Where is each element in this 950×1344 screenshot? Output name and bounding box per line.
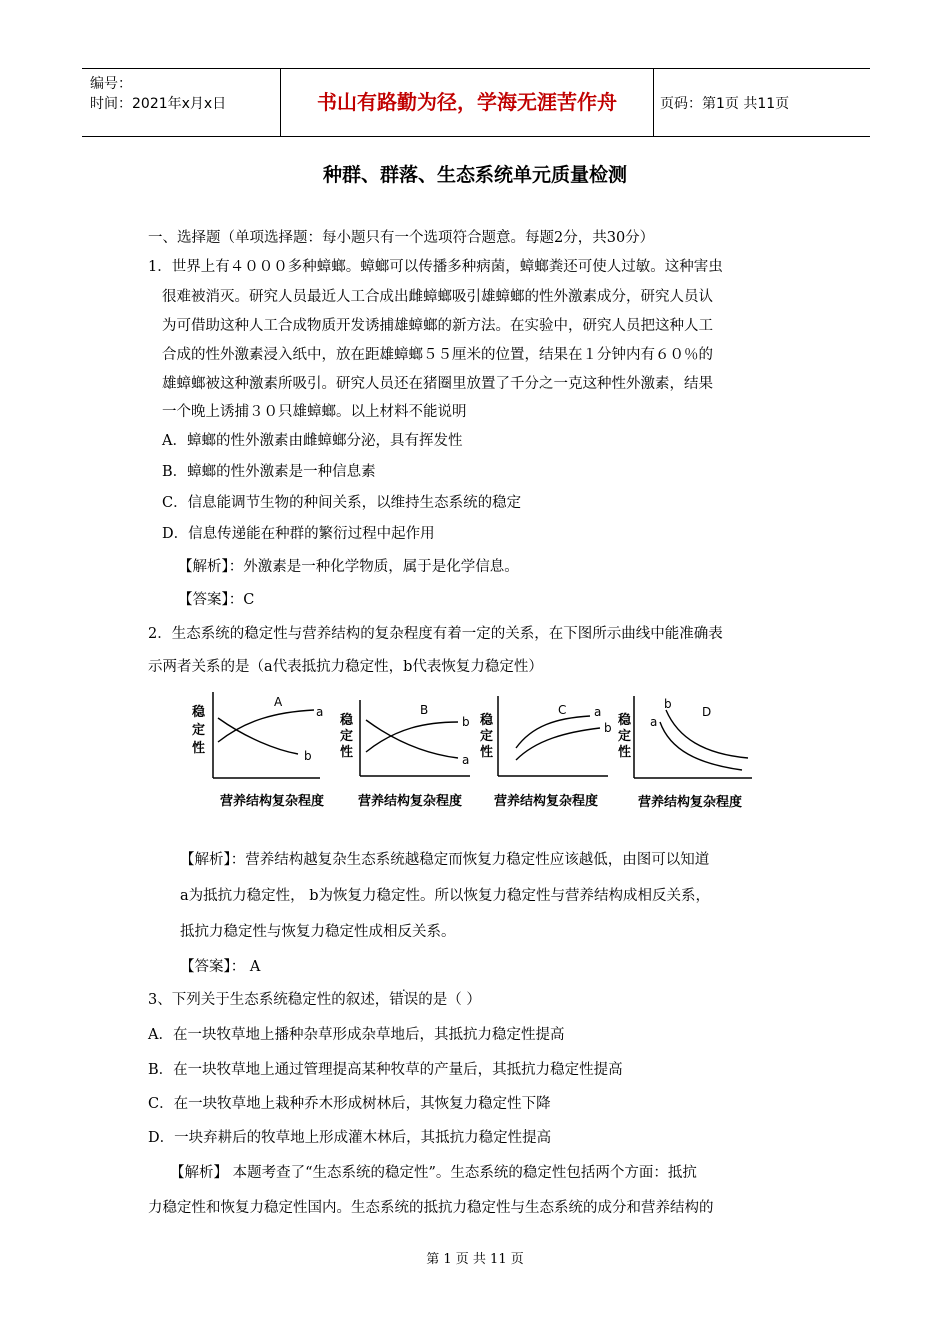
graph-ylabel-char: 定 — [618, 729, 632, 744]
q2-analysis: a为抵抗力稳定性， b为恢复力稳定性。所以恢复力稳定性与营养结构成相反关系， — [180, 888, 711, 904]
q1-line: 1．世界上有４０００多种蟑螂。蟑螂可以传播多种病菌，蟑螂粪还可使人过敏。这种害虫 — [148, 259, 723, 275]
graph-letter: C — [558, 703, 567, 717]
graph-xlabel: 营养结构复杂程度 — [638, 795, 743, 810]
graph-xlabel: 营养结构复杂程度 — [494, 794, 599, 809]
q2-answer: 【答案】： A — [180, 959, 261, 975]
graph-curve-a — [366, 720, 458, 758]
q3-option-c: C．在一块牧草地上栽种乔木形成树林后，其恢复力稳定性下降 — [148, 1096, 551, 1112]
graph-d — [614, 690, 764, 820]
graph-letter: D — [702, 705, 712, 719]
graph-curve-label: b — [304, 749, 312, 763]
page-info: 页码：第1页 共11页 — [660, 96, 790, 112]
motto: 书山有路勤为径，学海无涯苦作舟 — [280, 69, 654, 136]
graph-ylabel-char: 稳 — [618, 713, 632, 728]
graph-ylabel-char: 稳 — [340, 713, 354, 728]
graph-b — [336, 690, 486, 820]
graph-curve-label: b — [462, 715, 470, 729]
q3-stem-post: 的是（ ） — [418, 992, 481, 1008]
graph-curve-label: a — [650, 715, 658, 729]
q2-line: 示两者关系的是（a代表抵抗力稳定性，b代表恢复力稳定性） — [148, 659, 543, 675]
q1-line: 雄蟑螂被这种激素所吸引。研究人员还在猪圈里放置了千分之一克这种性外激素，结果 — [162, 376, 713, 392]
graph-curve-b — [516, 728, 600, 760]
graph-ylabel-char: 稳 — [192, 705, 206, 720]
q3-analysis: 力稳定性和恢复力稳定性国内。生态系统的抵抗力稳定性与生态系统的成分和营养结构的 — [148, 1200, 714, 1216]
q3-stem — [148, 988, 481, 1009]
q1-option-d: D．信息传递能在种群的繁衍过程中起作用 — [162, 526, 435, 542]
q2-line: 2．生态系统的稳定性与营养结构的复杂程度有着一定的关系，在下图所示曲线中能准确表 — [148, 626, 723, 642]
q3-option-b: B．在一块牧草地上通过管理提高某种牧草的产量后，其抵抗力稳定性提高 — [148, 1062, 623, 1078]
q1-line: 合成的性外激素浸入纸中，放在距雄蟑螂５５厘米的位置，结果在１分钟内有６０％的 — [162, 347, 713, 363]
graph-letter: A — [274, 695, 283, 709]
graph-curve-label: a — [462, 753, 470, 767]
q1-analysis: 【解析】：外激素是一种化学物质，属于是化学信息。 — [178, 559, 519, 575]
q3-stem-pre: 3、下列关于生态系统稳定性的叙述， — [148, 992, 390, 1008]
graph-curve-label: b — [604, 721, 612, 735]
graph-curve-a — [218, 710, 314, 742]
graph-ylabel-char: 定 — [192, 723, 206, 738]
graph-curve-label: a — [594, 705, 602, 719]
page-title: 种群、群落、生态系统单元质量检测 — [322, 164, 627, 186]
section-heading: 一、选择题（单项选择题：每小题只有一个选项符合题意。每题2分，共30分） — [148, 230, 655, 246]
graph-xlabel: 营养结构复杂程度 — [358, 794, 463, 809]
graph-xlabel: 营养结构复杂程度 — [220, 794, 325, 809]
graph-curve-a — [516, 716, 590, 748]
page-footer: 第 1 页 共 11 页 — [426, 1252, 524, 1267]
header-table — [82, 68, 870, 137]
graph-a — [186, 690, 342, 820]
q1-option-b: B．蟑螂的性外激素是一种信息素 — [162, 464, 376, 480]
q1-line: 一个晚上诱捕３０只雄蟑螂。以上材料不能说明 — [162, 404, 467, 420]
q1-option-a: A．蟑螂的性外激素由雌蟑螂分泌，具有挥发性 — [162, 433, 463, 449]
graph-ylabel-char: 定 — [480, 729, 494, 744]
q1-option-c: C．信息能调节生物的种间关系，以维持生态系统的稳定 — [162, 495, 522, 511]
q1-line: 为可借助这种人工合成物质开发诱捕雄蟑螂的新方法。在实验中，研究人员把这种人工 — [162, 318, 713, 334]
graph-ylabel-char: 性 — [618, 745, 632, 760]
time-label: 时间：2021年x月x日 — [90, 96, 227, 112]
q1-answer: 【答案】：C — [178, 592, 255, 608]
q3-option-a: A．在一块牧草地上播种杂草形成杂草地后，其抵抗力稳定性提高 — [148, 1027, 565, 1043]
number-label: 编号： — [90, 76, 132, 92]
graph-curve-label: b — [664, 697, 672, 711]
graph-ylabel-char: 性 — [480, 745, 494, 760]
graph-ylabel-char: 性 — [340, 745, 354, 760]
q2-analysis: 抵抗力稳定性与恢复力稳定性成相反关系。 — [180, 924, 456, 940]
graph-ylabel-char: 稳 — [480, 713, 494, 728]
q1-line: 很难被消灭。研究人员最近人工合成出雌蟑螂吸引雄蟑螂的性外激素成分，研究人员认 — [162, 289, 713, 305]
graph-ylabel-char: 定 — [340, 729, 354, 744]
graph-curve-b — [218, 718, 298, 754]
graph-letter: B — [420, 703, 429, 717]
graph-c — [476, 690, 626, 820]
q3-option-d: D．一块弃耕后的牧草地上形成灌木林后，其抵抗力稳定性提高 — [148, 1130, 552, 1146]
q3-analysis: 【解析】 本题考查了“生态系统的稳定性”。生态系统的稳定性包括两个方面：抵抗 — [170, 1165, 697, 1181]
q2-analysis: 【解析】：营养结构越复杂生态系统越稳定而恢复力稳定性应该越低，由图可以知道 — [180, 852, 710, 868]
graph-ylabel-char: 性 — [192, 741, 206, 756]
graph-curve-b — [366, 722, 458, 752]
q3-stem-emph: 错误 — [389, 992, 419, 1008]
header-left-cell — [82, 69, 280, 136]
graph-curve-label: a — [316, 705, 324, 719]
